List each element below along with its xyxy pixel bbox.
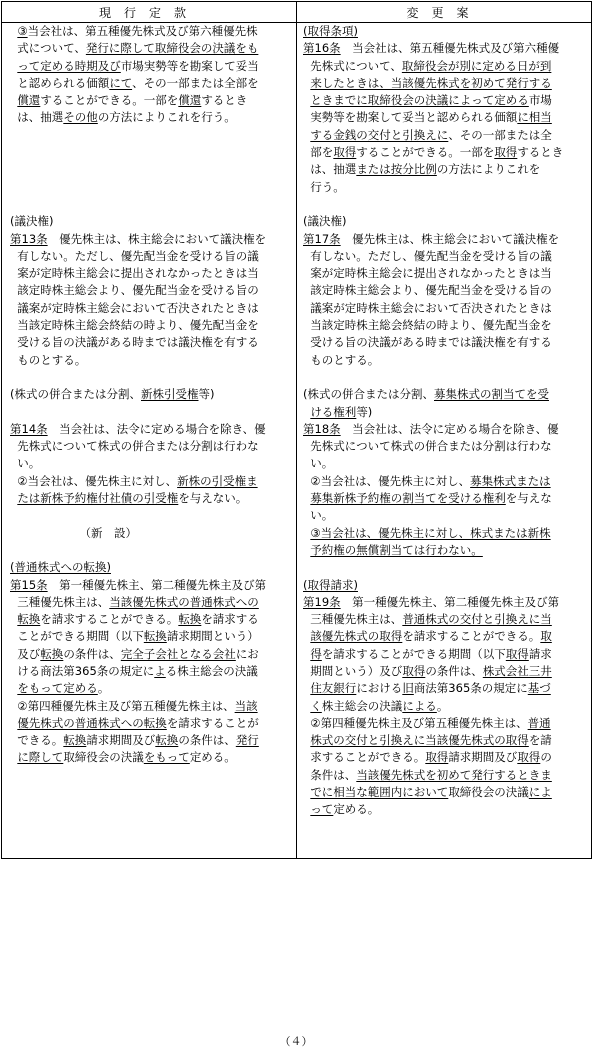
text-segment: 当該定時株主総会終結の時より、優先配当金を (10, 318, 259, 333)
text-segment: 取締役会の決議 (448, 785, 529, 800)
underlined-change-text: 転換 (17, 612, 41, 627)
text-segment: 取締役会の決議 (63, 750, 144, 765)
text-segment: い。 (303, 508, 334, 523)
text-segment: る株主総会の決議 (165, 663, 258, 678)
text-segment: は、抽選 (10, 110, 64, 125)
underlined-change-text: 優先株式の普通株式への転換 (17, 715, 167, 730)
text-segment: 当該定時株主総会終結の時より、優先配当金を (303, 318, 552, 333)
underlined-change-text: でに相当な範囲内において (310, 785, 449, 800)
amended-article-line (297, 92, 591, 109)
text-segment: 請求期間という） (166, 629, 259, 644)
text-segment: 請求期間及び (86, 733, 156, 748)
amended-article-line (297, 75, 591, 92)
text-segment: 等) (356, 404, 373, 419)
amendment-comparison-table (1, 1, 592, 859)
text-segment: (株式の併合または分割、 (303, 387, 434, 402)
underlined-change-text: 償還 (178, 93, 202, 108)
current-article-line (2, 386, 296, 403)
text-segment: 先株式について株式の併合または分割は行わな (303, 439, 552, 454)
current-article-line (2, 282, 296, 299)
current-article-line (2, 611, 296, 628)
underlined-change-text: 取得 (402, 663, 426, 678)
text-segment: 有しない。ただし、優先配当金を受ける旨の議 (303, 248, 552, 263)
text-segment: ②第四種優先株主及び第五種優先株主は、 (303, 715, 528, 730)
underlined-change-text: 当該優先株式の普通株式への (109, 594, 259, 609)
text-segment: 議案が定時株主総会において否決されたときは (10, 300, 259, 315)
current-article-line (2, 334, 296, 351)
amended-article-line (297, 282, 591, 299)
text-segment: を請求することができる。 (402, 629, 541, 644)
current-article-line (2, 109, 296, 126)
underlined-change-text: 取得 (517, 750, 541, 765)
amended-article-line (297, 559, 591, 576)
amended-article-line (297, 698, 591, 715)
text-segment: 議案が定時株主総会において否決されたときは (303, 300, 552, 315)
text-segment: を請求する (201, 612, 259, 627)
amended-article-line (297, 265, 591, 282)
underlined-change-text: 取 (540, 629, 552, 644)
text-segment: 該定時株主総会より、優先配当金を受ける旨の (303, 283, 552, 298)
text-segment: 実勢等を勘案して妥当と認められる価額 (303, 110, 518, 125)
current-article-line (2, 749, 296, 766)
amended-article-line (297, 680, 591, 697)
text-segment: ける商法第365条の規定に (10, 663, 155, 678)
underlined-change-text: 第18条 (303, 421, 341, 436)
underlined-change-text: 普通株式の交付と引換えに当 (402, 612, 552, 627)
text-segment: 該定時株主総会より、優先配当金を受ける旨の (10, 283, 259, 298)
amended-article-line (297, 438, 591, 455)
text-segment: を与えな (505, 491, 552, 506)
text-segment: を請求することができる期間（以下 (321, 646, 506, 661)
underlined-change-text: (普通株式への転換) (10, 560, 111, 575)
underlined-change-text: 旧 (402, 681, 414, 696)
amended-article-line (297, 507, 591, 524)
amended-article-line (297, 490, 591, 507)
text-segment: を与えない。 (178, 491, 248, 506)
amended-article-line (297, 732, 591, 749)
amended-article-line (297, 628, 591, 645)
text-segment: (株式の併合または分割、 (10, 387, 141, 402)
underlined-change-text: って (310, 802, 334, 817)
underlined-change-text: 新株の引受権ま (177, 473, 258, 488)
underlined-change-text: 得 (310, 646, 322, 661)
current-article-line (2, 213, 296, 230)
text-segment: 三種優先株主は、 (10, 594, 110, 609)
text-segment: 三種優先株主は、 (303, 612, 403, 627)
text-segment: 請求 (528, 646, 552, 661)
current-article-line (2, 628, 296, 645)
amended-article-line (297, 58, 591, 75)
amended-article-line (297, 179, 591, 196)
underlined-change-text: ③ (17, 24, 28, 38)
text-segment: 、その一部または全 (448, 127, 552, 142)
text-segment: い。 (303, 456, 334, 471)
text-segment: するとき (517, 145, 564, 160)
text-segment: は、抽選 (303, 162, 357, 177)
underlined-change-text: 当該 (234, 698, 258, 713)
amended-article-line (297, 663, 591, 680)
underlined-change-text: 募集株式の割当てを受 (434, 387, 549, 402)
underlined-change-text: 住友銀行 (310, 681, 357, 696)
underlined-change-text: 転換 (143, 629, 167, 644)
text-segment: 当会社は、第五種優先株式及び第六種優 (340, 41, 560, 56)
current-article-line (2, 542, 296, 559)
text-segment: (議決権) (303, 214, 347, 229)
text-segment: を請求することができる。 (40, 612, 179, 627)
text-segment: 商法第365条の規定に (413, 681, 528, 696)
underlined-change-text: 取締役会が別に定める日が到 (401, 58, 552, 73)
underlined-change-text: たは新株予約権付社債の引受権 (17, 491, 179, 506)
text-segment: できる。 (10, 733, 64, 748)
current-article-line (2, 231, 296, 248)
text-segment: を請求することが (166, 715, 259, 730)
current-article-line (2, 698, 296, 715)
current-article-line (2, 196, 296, 213)
current-article-line (2, 507, 296, 524)
amended-article-line (297, 542, 591, 559)
current-article-line (2, 265, 296, 282)
amended-article-line (297, 248, 591, 265)
current-article-line (2, 473, 296, 490)
current-article-line (2, 317, 296, 334)
amended-article-line (297, 784, 591, 801)
underlined-change-text: 新株引受権 (141, 387, 199, 402)
text-segment: ものとする。 (303, 352, 380, 367)
text-segment: 株主総会の決議 (321, 698, 403, 713)
amended-article-line (297, 334, 591, 351)
amended-article-line (297, 40, 591, 57)
underlined-change-text: または按分比例 (356, 162, 437, 177)
amended-article-line (297, 161, 591, 178)
table-body-row (2, 23, 592, 859)
amended-article-line (297, 352, 591, 369)
text-segment: 期間という）及び (303, 663, 403, 678)
amended-article-line (297, 144, 591, 161)
underlined-change-text: 株式会社三井 (482, 663, 552, 678)
text-segment: 市場実勢等を勘案して妥当 (120, 58, 259, 73)
underlined-change-text: 完全子会社となる会社 (120, 646, 236, 661)
amended-article-line (297, 213, 591, 230)
text-segment: の条件は、 (178, 733, 236, 748)
underlined-change-text: 第17条 (303, 231, 341, 246)
underlined-change-text: によ (528, 785, 552, 800)
text-segment: 優先株主は、株主総会において議決権を (47, 231, 267, 246)
current-article-line (2, 525, 296, 542)
text-segment: 式について、 (10, 41, 86, 56)
text-segment: 求することができる。 (303, 750, 426, 765)
text-segment: 受ける旨の決議がある時までは議決権を有する (303, 335, 552, 350)
underlined-change-text: による (402, 698, 437, 713)
amended-article-line (297, 611, 591, 628)
text-segment: 市場 (528, 93, 552, 108)
current-article-line (2, 577, 296, 594)
underlined-change-text: にて (109, 75, 133, 90)
current-article-line (2, 646, 296, 663)
text-segment: ②当会社は、優先株主に対し、 (303, 473, 471, 488)
underlined-change-text: 転換 (40, 646, 64, 661)
current-article-line (2, 404, 296, 421)
amended-article-line (297, 404, 591, 421)
current-article-line (2, 663, 296, 680)
current-article-line (2, 161, 296, 178)
current-article-line (2, 369, 296, 386)
amended-article-line (297, 127, 591, 144)
text-segment: 、その一部または全部を (132, 75, 259, 90)
text-segment: （新 設） (10, 525, 137, 540)
amended-article-line (297, 109, 591, 126)
underlined-change-text: をもって (143, 750, 190, 765)
amended-article-line (297, 646, 591, 663)
underlined-change-text: 予約権の無償割当ては行わない。 (310, 542, 483, 557)
text-segment: ことができる期間（以下 (10, 629, 144, 644)
underlined-change-text: ける権利 (310, 404, 357, 419)
current-article-line (2, 421, 296, 438)
text-segment: 当会社は、第五種優先株式及び第六種優先株 (27, 24, 258, 38)
underlined-change-text: 転換 (178, 612, 202, 627)
underlined-change-text: 取得 (494, 145, 518, 160)
amended-article-line (297, 473, 591, 490)
underlined-change-text: 転換 (155, 733, 179, 748)
underlined-change-text: 募集新株予約権の割当てを受ける権利 (310, 491, 506, 506)
text-segment: と認められる価額 (10, 75, 110, 90)
current-articles-column (2, 23, 297, 859)
page-number: （４） (279, 1035, 313, 1048)
table-header-row (2, 2, 592, 23)
current-article-line (2, 300, 296, 317)
text-segment: の条件は、 (425, 663, 483, 678)
text-segment: ものとする。 (10, 352, 87, 367)
underlined-change-text: 該優先株式の取得 (310, 629, 403, 644)
underlined-change-text: 取得 (425, 750, 449, 765)
amended-article-line (297, 196, 591, 213)
underlined-change-text: をもって定める (17, 681, 98, 696)
amended-article-line (297, 421, 591, 438)
underlined-change-text: ときまでに取締役会の決議によって定める (310, 93, 529, 108)
amended-article-line (297, 525, 591, 542)
current-article-line (2, 92, 296, 109)
current-article-line (2, 179, 296, 196)
underlined-change-text: 普通 (527, 715, 551, 730)
text-segment: するとき (201, 93, 248, 108)
text-segment: することができる。一部を (356, 145, 495, 160)
text-segment: の (540, 750, 552, 765)
text-segment: 第一種優先株主、第二種優先株主及び第 (340, 594, 560, 609)
text-segment: ②第四種優先株主及び第五種優先株主は、 (10, 698, 235, 713)
text-segment: ②当会社は、優先株主に対し、 (10, 473, 178, 488)
underlined-change-text: (取得条項) (303, 24, 358, 38)
current-article-line (2, 58, 296, 75)
underlined-change-text: ③当会社は、優先株主に対し、株式または新株 (310, 525, 551, 540)
text-segment: 当会社は、法令に定める場合を除き、優 (47, 421, 266, 436)
underlined-change-text: 基づ (527, 681, 551, 696)
current-article-line (2, 248, 296, 265)
text-segment: 等) (198, 387, 215, 402)
amended-article-line (297, 23, 591, 40)
underlined-change-text: 第13条 (10, 231, 48, 246)
underlined-change-text: 株式の交付と引換えに当該優先株式の取得 (310, 733, 529, 748)
text-segment: の方法によりこれを行う。 (97, 110, 236, 125)
underlined-change-text: する金銭の交付と引換えに (310, 127, 449, 142)
underlined-change-text: 発行に際して取締役会の決議をも (85, 41, 259, 56)
text-segment: 。 (97, 681, 110, 696)
text-segment: 先株式について、 (303, 58, 402, 73)
text-segment: 部を (303, 145, 334, 160)
proposed-amendments-column (297, 23, 592, 859)
underlined-change-text: 第15条 (10, 577, 48, 592)
amended-article-line (297, 801, 591, 818)
underlined-change-text: 当該優先株式を初めて発行するときま (356, 767, 552, 782)
underlined-change-text: 取得 (505, 646, 529, 661)
text-segment: 優先株主は、株主総会において議決権を (340, 231, 560, 246)
underlined-change-text: 償還 (17, 93, 41, 108)
current-article-line (2, 144, 296, 161)
current-article-line (2, 127, 296, 144)
text-segment: い。 (10, 456, 41, 471)
header-current-articles: 現行定款 (2, 2, 297, 23)
underlined-change-text: 来したときは、当該優先株式を初めて発行する (310, 75, 552, 90)
amended-article-line (297, 577, 591, 594)
underlined-change-text: く (310, 698, 322, 713)
current-article-line (2, 594, 296, 611)
text-segment: の方法によりこれを (436, 162, 541, 177)
text-segment: 先株式について株式の併合または分割は行わな (10, 439, 259, 454)
text-segment: 受ける旨の決議がある時までは議決権を有する (10, 335, 259, 350)
text-segment: を請 (528, 733, 552, 748)
current-article-line (2, 559, 296, 576)
amended-article-line (297, 231, 591, 248)
underlined-change-text: に相当 (517, 110, 552, 125)
amended-article-line (297, 369, 591, 386)
current-article-line (2, 715, 296, 732)
amended-article-line (297, 386, 591, 403)
current-article-line (2, 352, 296, 369)
amended-article-line (297, 715, 591, 732)
text-segment: 案が定時株主総会に提出されなかったときは当 (303, 266, 552, 281)
text-segment: 条件は、 (303, 767, 357, 782)
underlined-change-text: 第19条 (303, 594, 341, 609)
amended-article-line (297, 767, 591, 784)
text-segment: 。 (436, 698, 449, 713)
amended-article-line (297, 455, 591, 472)
current-article-line (2, 23, 296, 40)
current-article-line (2, 680, 296, 697)
text-segment: 請求期間及び (448, 750, 518, 765)
amended-article-line (297, 317, 591, 334)
current-article-line (2, 732, 296, 749)
amended-article-line (297, 594, 591, 611)
text-segment: 定める。 (333, 802, 380, 817)
text-segment: 第一種優先株主、第二種優先株主及び第 (47, 577, 267, 592)
text-segment: 定める。 (189, 750, 236, 765)
underlined-change-text: その他 (63, 110, 98, 125)
text-segment: 行う。 (303, 179, 345, 194)
text-segment: 及び (10, 646, 41, 661)
underlined-change-text: 発行 (235, 733, 259, 748)
text-segment: (議決権) (10, 214, 54, 229)
underlined-change-text: に際して (17, 750, 64, 765)
underlined-change-text: って定める時期及び (17, 58, 121, 73)
underlined-change-text: 取得 (333, 145, 357, 160)
text-segment: 有しない。ただし、優先配当金を受ける旨の議 (10, 248, 259, 263)
text-segment: することができる。一部を (40, 93, 179, 108)
text-segment: 案が定時株主総会に提出されなかったときは当 (10, 266, 259, 281)
text-segment: の条件は、 (63, 646, 121, 661)
text-segment: における (356, 681, 403, 696)
underlined-change-text: 募集株式または (470, 473, 551, 488)
underlined-change-text: (取得請求) (303, 577, 358, 592)
text-segment: にお (235, 646, 259, 661)
current-article-line (2, 75, 296, 92)
current-article-line (2, 490, 296, 507)
underlined-change-text: 第14条 (10, 421, 48, 436)
amended-article-line (297, 300, 591, 317)
underlined-change-text: 第16条 (303, 41, 341, 56)
current-article-line (2, 40, 296, 57)
header-proposed-amendments: 変更案 (297, 2, 592, 23)
current-article-line (2, 455, 296, 472)
current-article-line (2, 438, 296, 455)
underlined-change-text: よ (154, 663, 166, 678)
text-segment: 当会社は、法令に定める場合を除き、優 (340, 421, 559, 436)
underlined-change-text: 転換 (63, 733, 87, 748)
amended-article-line (297, 749, 591, 766)
